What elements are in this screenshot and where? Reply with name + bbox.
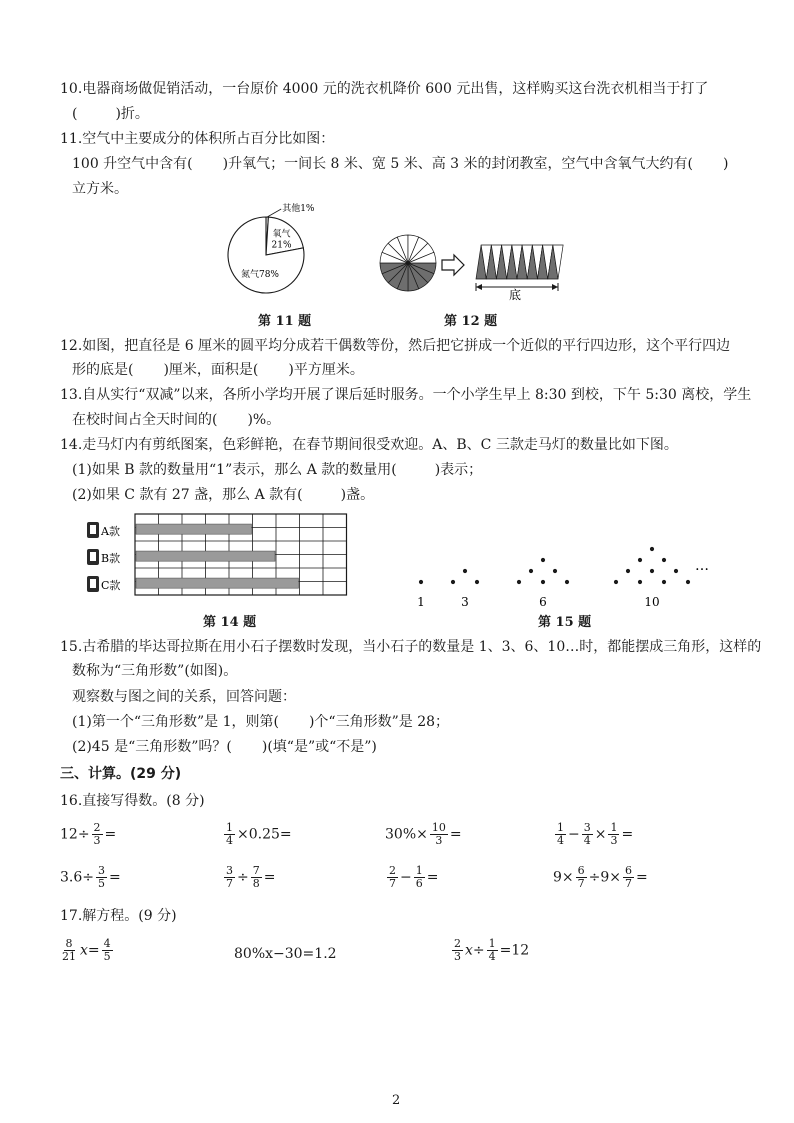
bar-C款 [136, 578, 299, 588]
dots-label-6: 6 [539, 595, 547, 609]
q14-p1: (1)如果 B 款的数量用“1”表示，那么 A 款的数量用( )表示； [72, 462, 483, 478]
q11-pie-chart [228, 200, 358, 310]
q14-line1: 14.走马灯内有剪纸图案，色彩鲜艳，在春节期间很受欢迎。A、B、C 三款走马灯的数量比如下图。 [60, 437, 678, 453]
q15-line1: 15.古希腊的毕达哥拉斯在用小石子摆数时发现，当小石子的数量是 1、3、6、10…时，都能摆成三角形，这样的 [60, 639, 762, 655]
q16-title: 16.直接写得数。(8 分) [60, 793, 205, 809]
pie-label-oxygen-value: 21% [271, 240, 292, 251]
q12-base-label: 底 [508, 288, 522, 302]
pie-label-oxygen-name: 氧气 [272, 229, 291, 240]
q17-title: 17.解方程。(9 分) [60, 908, 177, 924]
q11-line3: 立方米。 [72, 181, 128, 197]
dot-g3-r1-c1 [662, 558, 666, 562]
q11-caption: 第 11 题 [258, 314, 312, 329]
q16-item-2: $\frac{1}{4}$ ×0.25= [226, 821, 292, 847]
page-number: 2 [392, 1093, 401, 1108]
bar-B款 [136, 551, 275, 561]
dot-g3-r3-c2 [662, 580, 666, 584]
dots-label-3: 3 [461, 595, 469, 609]
dot-g3-r0-c0 [650, 547, 654, 551]
q12-line1: 12.如图，把直径是 6 厘米的圆平均分成若干偶数等份，然后把它拼成一个近似的平行四边形，这个平行四边 [60, 338, 731, 354]
dots-ellipsis: … [695, 558, 709, 574]
lantern-window-1 [90, 552, 96, 561]
dot-g1-r0-c0 [463, 569, 467, 573]
q10-line2: ( )折。 [72, 106, 149, 122]
q12-arrow [442, 255, 464, 275]
q12-circle [380, 235, 436, 291]
pie-leader-other [267, 209, 281, 217]
dot-g3-r2-c2 [674, 569, 678, 573]
q12-base-arrowhead-right [552, 284, 558, 290]
q14-bar-chart [85, 510, 385, 605]
section-3-title: 三、计算。(29 分) [60, 766, 182, 782]
q16-item-8: 9× $\frac{6}{7}$ ÷9× $\frac{6}{7}$ = [553, 864, 648, 890]
dot-g2-r2-c2 [565, 580, 569, 584]
dot-g2-r0-c0 [541, 558, 545, 562]
dot-g3-r2-c0 [626, 569, 630, 573]
q17-equation-1: $\frac{8}{21}$ x= $\frac{4}{5}$ [62, 937, 111, 963]
dot-g1-r1-c1 [475, 580, 479, 584]
q11-stem: 11.空气中主要成分的体积所占百分比如图： [60, 131, 335, 147]
bar-label-C款: C款 [101, 579, 121, 592]
q14-p2: (2)如果 C 款有 27 盏，那么 A 款有( )盏。 [72, 487, 375, 503]
dot-g2-r2-c1 [541, 580, 545, 584]
q12-figure [378, 225, 568, 300]
q12-line2: 形的底是( )厘米，面积是( )平方厘米。 [72, 362, 364, 378]
q16-item-6: $\frac{3}{7}$ ÷ $\frac{7}{8}$ = [226, 864, 276, 890]
q13-line1: 13.自从实行“双减”以来，各所小学均开展了课后延时服务。一个小学生早上 8:30 到校，下午 5:30 离校，学生 [60, 387, 752, 403]
q16-item-5: 3.6÷ $\frac{3}{5}$ = [60, 864, 121, 890]
q13-line2: 在校时间占全天时间的( )%。 [72, 412, 281, 428]
bar-label-A款: A款 [101, 525, 120, 538]
q16-item-7: $\frac{2}{7}$ − $\frac{1}{6}$ = [389, 864, 439, 890]
dot-g3-r2-c1 [650, 569, 654, 573]
q17-equation-2: 80%x−30=1.2 [234, 946, 337, 962]
bar-A款 [136, 524, 252, 534]
q15-dots-figure [405, 540, 725, 610]
lantern-window-0 [90, 525, 96, 534]
dot-g3-r1-c0 [638, 558, 642, 562]
q17-equation-3: $\frac{2}{3}$ x÷ $\frac{1}{4}$ =12 [454, 937, 530, 963]
dot-g0-r0-c0 [419, 580, 423, 584]
q16-item-4: $\frac{1}{4}$ − $\frac{3}{4}$ × $\frac{1}{3}$ = [557, 821, 634, 847]
q15-line2: 数称为“三角形数”(如图)。 [72, 663, 238, 679]
dot-g3-r3-c0 [614, 580, 618, 584]
q16-item-3: 30%× $\frac{10}{3}$ = [385, 821, 462, 847]
q15-p2: (2)45 是“三角形数”吗？( )(填“是”或“不是”) [72, 739, 377, 755]
q12-base-arrowhead-left [476, 284, 482, 290]
dot-g1-r1-c0 [451, 580, 455, 584]
q12-parallelogram [476, 245, 563, 279]
dot-g2-r1-c1 [553, 569, 557, 573]
lantern-window-2 [90, 579, 96, 588]
q16-item-1: 12÷ $\frac{2}{3}$ = [60, 821, 117, 847]
pie-label-other: 其他1% [282, 204, 315, 215]
dots-label-10: 10 [644, 595, 660, 609]
bar-label-B款: B款 [101, 552, 121, 565]
pie-label-nitrogen: 氮气78% [240, 270, 280, 280]
dot-g3-r3-c1 [638, 580, 642, 584]
dot-g3-r3-c3 [686, 580, 690, 584]
q15-line3: 观察数与图之间的关系，回答问题： [72, 689, 296, 705]
dots-label-1: 1 [417, 595, 425, 609]
q10-line1: 10.电器商场做促销活动，一台原价 4000 元的洗衣机降价 600 元出售，这样购买这台洗衣机相当于打了 [60, 81, 709, 97]
dot-g2-r2-c0 [517, 580, 521, 584]
q15-p1: (1)第一个“三角形数”是 1，则第( )个“三角形数”是 28； [72, 714, 450, 730]
q15-caption: 第 15 题 [538, 615, 592, 630]
q12-caption: 第 12 题 [444, 314, 498, 329]
q11-line2: 100 升空气中含有( )升氧气；一间长 8 米、宽 5 米、高 3 米的封闭教室，空气中含氧气大约有( ) [72, 156, 729, 172]
q14-caption: 第 14 题 [203, 615, 257, 630]
dot-g2-r1-c0 [529, 569, 533, 573]
